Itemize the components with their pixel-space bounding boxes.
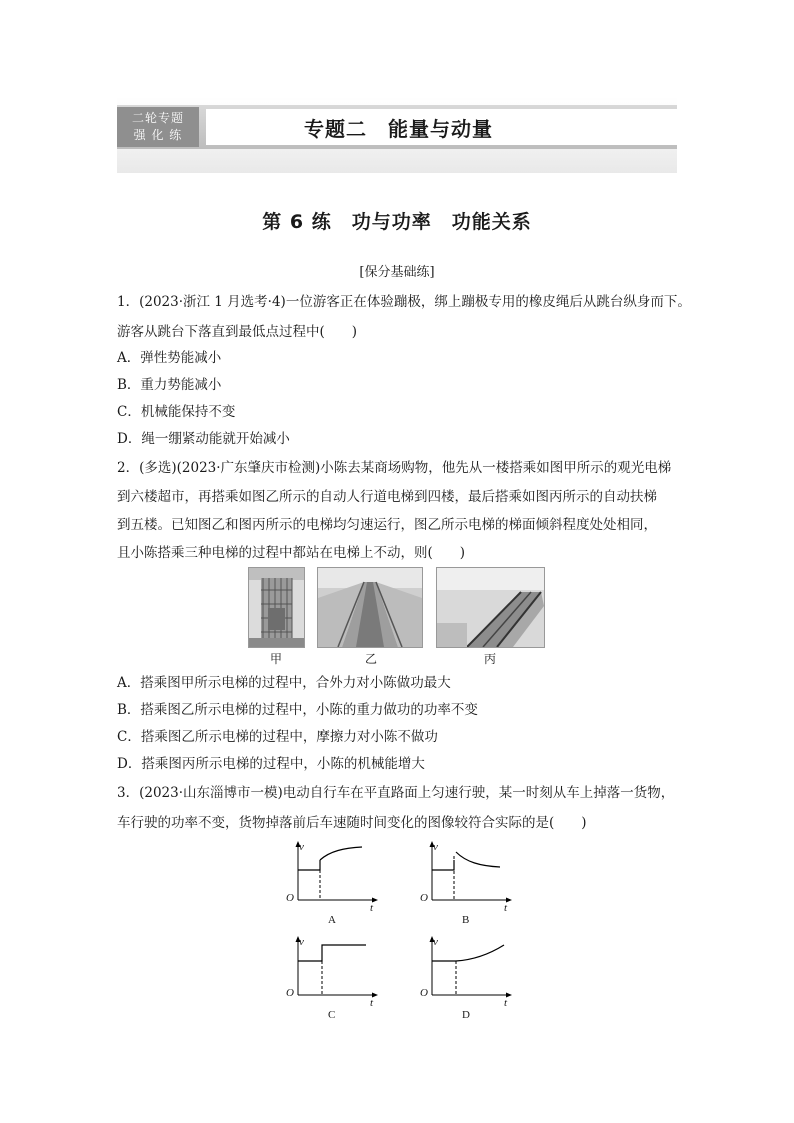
graph-a-origin: O	[286, 892, 294, 904]
graph-b-v-label: v	[433, 841, 438, 853]
q2-stem-line-4: 且小陈搭乘三种电梯的过程中都站在电梯上不动，则( )	[117, 545, 466, 561]
photo-sightseeing-elevator	[248, 567, 305, 648]
caption-jia: 甲	[270, 652, 283, 666]
lesson-title: 第 6 练 功与功率 功能关系	[262, 211, 532, 233]
q2-stem-line-3: 到五楼。已知图乙和图丙所示的电梯均匀速运行，图乙所示电梯的梯面倾斜程度处处相同，	[117, 517, 657, 533]
q1-option-c: C．机械能保持不变	[117, 404, 236, 420]
q2-option-d: D．搭乘图丙所示电梯的过程中，小陈的机械能增大	[117, 756, 425, 772]
graph-c-origin: O	[286, 987, 294, 999]
graph-c-label: C	[328, 1009, 336, 1021]
graph-d-origin: O	[420, 987, 428, 999]
graph-option-d	[418, 935, 514, 1025]
graph-c-v-label: v	[299, 936, 304, 948]
graph-d-label: D	[462, 1009, 470, 1021]
photo-escalator	[436, 567, 545, 648]
section-label: [保分基础练]	[359, 265, 435, 280]
q1-option-d: D．绳一绷紧动能就开始减小	[117, 431, 290, 447]
graph-a-v-label: v	[299, 841, 304, 853]
graph-option-a	[284, 840, 380, 930]
graph-option-c	[284, 935, 380, 1025]
badge-line-1: 二轮专题	[131, 111, 184, 125]
q2-option-b: B．搭乘图乙所示电梯的过程中，小陈的重力做功的功率不变	[117, 702, 478, 718]
badge-line-2: 强 化 练	[133, 128, 183, 142]
graph-a-t-label: t	[370, 902, 374, 914]
q1-option-a: A．弹性势能减小	[117, 350, 222, 366]
q3-stem-line-2: 车行驶的功率不变，货物掉落前后车速随时间变化的图像较符合实际的是( )	[117, 815, 587, 831]
q2-option-a: A．搭乘图甲所示电梯的过程中，合外力对小陈做功最大	[117, 675, 451, 691]
q2-stem-line-1: 2．(多选)(2023·广东肇庆市检测)小陈去某商场购物，他先从一楼搭乘如图甲所示的观光电梯	[117, 460, 672, 476]
graph-option-b	[418, 840, 514, 930]
graph-b-origin: O	[420, 892, 428, 904]
graph-b-t-label: t	[504, 902, 508, 914]
caption-yi: 乙	[365, 652, 378, 666]
caption-bing: 丙	[484, 652, 497, 666]
q1-stem-line-1: 1．(2023·浙江 1 月选考·4)一位游客正在体验蹦极，绑上蹦极专用的橡皮绳后从跳台纵身而下。	[117, 294, 691, 310]
topic-title: 专题二 能量与动量	[304, 117, 493, 141]
q1-option-b: B．重力势能减小	[117, 377, 222, 393]
graph-c-t-label: t	[370, 997, 374, 1009]
q1-stem-line-2: 游客从跳台下落直到最低点过程中( )	[117, 324, 358, 340]
series-badge	[117, 107, 199, 147]
graph-d-v-label: v	[433, 936, 438, 948]
graph-d-t-label: t	[504, 997, 508, 1009]
graph-b-label: B	[462, 914, 470, 926]
q2-option-c: C．搭乘图乙所示电梯的过程中，摩擦力对小陈不做功	[117, 729, 438, 745]
graph-a-label: A	[328, 914, 336, 926]
q3-stem-line-1: 3．(2023·山东淄博市一模)电动自行车在平直路面上匀速行驶，某一时刻从车上掉落一货物，	[117, 785, 675, 801]
photo-moving-walkway	[317, 567, 423, 648]
q2-stem-line-2: 到六楼超市，再搭乘如图乙所示的自动人行道电梯到四楼，最后搭乘如图丙所示的自动扶梯	[117, 489, 657, 505]
